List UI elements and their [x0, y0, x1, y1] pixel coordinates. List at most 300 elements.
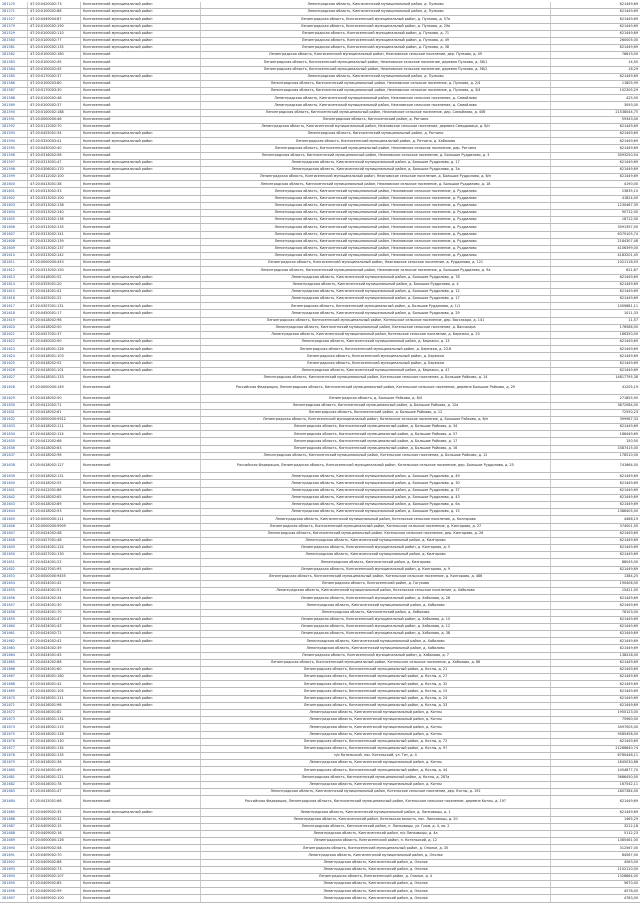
address-cell: Ленинградская область, Кингисеппский муниципальный район, д. Бережки	[200, 353, 550, 359]
cadastral-number: 47:20:0416001:96	[27, 703, 80, 709]
row-id: 281587	[2, 88, 15, 93]
cadastral-number: 47:20:0000000:126	[27, 838, 80, 844]
address-cell: Ленинградская область, Кингисеппский район, п/о Липковицы, д. 4а	[200, 831, 550, 837]
address-cell: Ленинградская область, Кингисеппский муниципальный район, д. Котлы, д. 33	[200, 703, 550, 709]
amount-cell: 14,50	[550, 59, 640, 65]
row-id: 281601	[2, 188, 15, 193]
cadastral-number: 47:20:0000000:9912	[27, 417, 80, 423]
cadastral-number: 47:20:0418002:92	[27, 361, 80, 367]
address-cell: Ленинградская область, Кингисеппский муниципальный район, д. Большое Райково, д. 17	[200, 438, 550, 444]
cadastral-number: 47:20:0000000:149	[27, 382, 80, 394]
address-cell: Ленинградская область, Кингисеппский муниципальный район, Нежновское сельское поселение, д. Руддилово	[200, 217, 550, 223]
address-cell: Ленинградская область, Кингисеппский район, д. Килгорово	[200, 559, 550, 565]
district-name: Кингисеппский муниципальный район	[80, 31, 200, 37]
table-row	[0, 181, 640, 188]
district-name: Кингисеппский муниципальный район	[80, 310, 200, 316]
row-id: 281529	[2, 30, 15, 35]
row-id: 281641	[2, 487, 15, 492]
address-cell: Ленинградская область, Кингисеппский муниципальный район, д. Хаболово, д. 12	[200, 624, 550, 630]
amount-cell: 621449,69	[550, 174, 640, 180]
cadastral-number: 47:20:0416001:111	[27, 696, 80, 702]
row-id: 281592	[2, 124, 15, 129]
cadastral-number: 47:20:0313002:135	[27, 224, 80, 230]
district-name: Кингисеппский	[80, 446, 200, 452]
district-name: Кингисеппский	[80, 867, 200, 873]
row-id: 281639	[2, 473, 15, 478]
district-name: Кингисеппский	[80, 895, 200, 901]
table-row	[0, 239, 640, 246]
amount-cell: 621449,69	[550, 624, 640, 630]
row-id: 281688	[2, 831, 15, 836]
address-cell: Ленинградская область, Кингисеппский муниципальный район, д. Большое Руддилово, д. 1/1	[200, 303, 550, 309]
district-name: Кингисеппский	[80, 524, 200, 530]
cadastral-number: 47:20:0424001:30	[27, 602, 80, 608]
cadastral-number: 47:20:0416001:131	[27, 717, 80, 723]
row-id: 281696	[2, 888, 15, 893]
district-name: Кингисеппский муниципальный район	[80, 480, 200, 486]
row-id: 281595	[2, 145, 15, 150]
cadastral-number: 47:20:0424001:43	[27, 624, 80, 630]
address-cell: Ленинградская область, Кингисеппский район, д. Ополье	[200, 860, 550, 866]
address-cell: Ленинградская область, Кингисеппский муниципальный район, д. Котлы, д. 24	[200, 696, 550, 702]
cadastral-number: 47:20:0416001:49	[27, 767, 80, 773]
amount-cell: 741664,00	[550, 460, 640, 472]
amount-cell: 621449,69	[550, 424, 640, 430]
district-name: Кингисеппский муниципальный район	[80, 131, 200, 137]
amount-cell: 621449,69	[550, 602, 640, 608]
table-row	[0, 767, 640, 774]
row-id: 281651	[2, 559, 15, 564]
cadastral-number: 47:20:0412002:66	[27, 438, 80, 444]
table-row	[0, 431, 640, 438]
row-id: 281584	[2, 66, 15, 71]
table-row	[0, 473, 640, 480]
address-cell: Ленинградская область, Кингисеппский район, п. Липковицы, ул. Гром, д. 4, кв. 2	[200, 824, 550, 830]
cadastral-number: 47:20:0409002:70	[27, 852, 80, 858]
district-name: Кингисеппский муниципальный район	[80, 809, 200, 815]
address-cell: Российская Федерация, Ленинградская область, Кингисеппский муниципальный район, Котельское сельское поселение, деревня Котлы, д. 197	[200, 796, 550, 808]
cadastral-number: 47:20:0409002:58	[27, 845, 80, 851]
cadastral-number: 47:20:0416001:180	[27, 674, 80, 680]
address-cell: Ленинградская область, Кингисеппский муниципальный район, д. Котлы, д. 21	[200, 667, 550, 673]
amount-cell: 621449,69	[550, 296, 640, 302]
table-row	[0, 446, 640, 453]
row-id: 281613	[2, 274, 15, 279]
cadastral-number: 47:20:0112002:70	[27, 124, 80, 130]
amount-cell: 621449,69	[550, 275, 640, 281]
row-id: 281626	[2, 368, 15, 373]
row-id: 281677	[2, 746, 15, 751]
district-name: Кингисеппский муниципальный район	[80, 9, 200, 15]
table-row	[0, 531, 640, 538]
address-cell: Ленинградская область, Кингисеппский муниципальный район, д. Котлы	[200, 782, 550, 788]
address-cell: Ленинградская область, Кингисеппский муниципальный район, д. Килгорово, д. 5	[200, 545, 550, 551]
cadastral-number: 47:20:0449004:87	[27, 16, 80, 22]
cadastral-number: 47:20:0100002:190	[27, 24, 80, 30]
table-row	[0, 67, 640, 74]
district-name: Кингисеппский	[80, 724, 200, 730]
row-id: 281683	[2, 789, 15, 794]
district-name: Кингисеппский муниципальный район	[80, 567, 200, 573]
row-id: 281593	[2, 131, 15, 136]
cadastral-number: 47:20:0413001:38	[27, 181, 80, 187]
amount-cell: 4783,00	[550, 895, 640, 901]
district-name: Кингисеппский муниципальный район	[80, 681, 200, 687]
amount-cell: 621449,69	[550, 688, 640, 694]
district-name: Кингисеппский	[80, 253, 200, 259]
cadastral-number: 47:20:0418002:124	[27, 431, 80, 437]
row-id: 281621	[2, 332, 15, 337]
amount-cell: 621449,69	[550, 160, 640, 166]
amount-cell: 5112,23	[550, 831, 640, 837]
table-row	[0, 595, 640, 602]
row-id: 281607	[2, 231, 15, 236]
address-cell: Ленинградская область, Кингисеппский муниципальный район, Нежновское сельское поселение, д. Руддилово	[200, 196, 550, 202]
address-cell: Ленинградская область, Кингисеппский муниципальный район, д. Хаболово, д. 7	[200, 653, 550, 659]
address-cell: Ленинградская область, Кингисеппский район, д. Гогуково	[200, 581, 550, 587]
district-name: Кингисеппский	[80, 174, 200, 180]
amount-cell: 4563,00	[550, 860, 640, 866]
address-cell: Ленинградская область, Кингисеппский муниципальный район, д. Бережки	[200, 361, 550, 367]
table-row	[0, 645, 640, 652]
cadastral-number: 47:20:0418002:55	[27, 480, 80, 486]
cadastral-number: 47:20:0418002:50	[27, 325, 80, 331]
table-row	[0, 117, 640, 124]
table-row	[0, 538, 640, 545]
amount-cell: 178510,00	[550, 453, 640, 459]
address-cell: Ленинградская область, Кингисеппский муниципальный район, Нежновское сельское поселение, д. Руддилово	[200, 203, 550, 209]
row-id: 281589	[2, 102, 15, 107]
district-name: Кингисеппский	[80, 860, 200, 866]
cadastral-number: 47:20:0430002:40	[27, 145, 80, 151]
cadastral-number: 47:20:0100002:77	[27, 38, 80, 44]
address-cell: Ленинградская область, Кингисеппский район, Котельская волость, пос. Липковицы, д. 20	[200, 817, 550, 823]
table-row	[0, 210, 640, 217]
cadastral-number: 47:20:0418001:101	[27, 368, 80, 374]
cadastral-number: 47:20:0307001:131	[27, 303, 80, 309]
amount-cell: 9585458,00	[550, 732, 640, 738]
cadastral-number: 47:20:0424001:42	[27, 581, 80, 587]
row-id: 281605	[2, 217, 15, 222]
district-name: Кингисеппский	[80, 153, 200, 159]
amount-cell: 4190,00	[550, 181, 640, 187]
district-name: Кингисеппский	[80, 739, 200, 745]
row-id: 281610	[2, 253, 15, 258]
table-row	[0, 453, 640, 460]
cadastral-number: 47:20:0100002:45	[27, 59, 80, 65]
district-name: Кингисеппский муниципальный район	[80, 424, 200, 430]
district-name: Кингисеппский	[80, 210, 200, 216]
district-name: Кингисеппский муниципальный район	[80, 431, 200, 437]
table-row	[0, 703, 640, 710]
amount-cell: 102305,29	[550, 88, 640, 94]
row-id: 281645	[2, 516, 15, 521]
amount-cell: 621449,69	[550, 488, 640, 494]
cadastral-number: 47:20:0424001:22	[27, 559, 80, 565]
address-cell: Ленинградская область, Кингисеппский муниципальный район, д. Большое Руддилово, д. 15	[200, 509, 550, 515]
table-row	[0, 588, 640, 595]
cadastral-number: 47:20:0412001:86	[27, 488, 80, 494]
table-row	[0, 95, 640, 102]
amount-cell: 5670,00	[550, 881, 640, 887]
amount-cell: 11805,99	[550, 81, 640, 87]
address-cell: Ленинградская область, Кингисеппский муниципальный район, д. Пулково, д. 29а	[200, 24, 550, 30]
table-row	[0, 552, 640, 559]
district-name: Кингисеппский	[80, 660, 200, 666]
table-row	[0, 574, 640, 581]
row-id: 281658	[2, 609, 15, 614]
district-name: Кингисеппский	[80, 782, 200, 788]
amount-cell: 190406,00	[550, 581, 640, 587]
cadastral-number: 47:20:0412002:71	[27, 403, 80, 409]
row-id: 281586	[2, 81, 15, 86]
amount-cell: 425,00	[550, 95, 640, 101]
address-cell: Ленинградская область, Кингисеппский муниципальный район, д. Килгорово	[200, 552, 550, 558]
row-id: 281609	[2, 246, 15, 251]
cadastral-number: 47:20:0418002:61	[27, 410, 80, 416]
cadastral-number: 47:20:0416001:78	[27, 782, 80, 788]
address-cell: Ленинградская область, Кингисеппский муниципальный район, Нежновское сельское поселение, д. Большое Руддилово, д. 9а	[200, 267, 550, 273]
row-id: 281600	[2, 181, 15, 186]
row-id: 281648	[2, 538, 15, 543]
row-id: 281627	[2, 375, 15, 380]
cadastral-number: 47:20:0409002:15	[27, 824, 80, 830]
amount-cell: 15421,00	[550, 588, 640, 594]
amount-cell: 1845030,88	[550, 760, 640, 766]
amount-cell: 2184307,48	[550, 239, 640, 245]
cadastral-number: 47:20:0427001:48	[27, 538, 80, 544]
amount-cell: 84567,00	[550, 852, 640, 858]
cadastral-number: 47:20:0409002:85	[27, 881, 80, 887]
table-row	[0, 310, 640, 317]
row-id: 281643	[2, 502, 15, 507]
row-id: 281615	[2, 289, 15, 294]
cadastral-number: 47:20:0425001:22	[27, 296, 80, 302]
row-id: 281611	[2, 260, 15, 265]
address-cell: Ленинградская область, Кингисеппский муниципальный район, д. Котлы	[200, 724, 550, 730]
amount-cell: 3666450,00	[550, 775, 640, 781]
cadastral-number: 47:20:0170003:30	[27, 88, 80, 94]
district-name: Кингисеппский	[80, 52, 200, 58]
amount-cell: 621449,69	[550, 480, 640, 486]
row-id: 281581	[2, 45, 15, 50]
table-row	[0, 74, 640, 81]
table-row	[0, 480, 640, 487]
address-cell: Ленинградская область, Кингисеппский муниципальный район, д. Большое Райково, д. 16	[200, 446, 550, 452]
amount-cell: 88045,00	[550, 559, 640, 565]
row-id: 281596	[2, 152, 15, 157]
address-cell: Ленинградская область, Кингисеппский муниципальный район, д. Большое Руддилово, д. 29	[200, 310, 550, 316]
address-cell: п/о Котельский, пос. Котельский, ул. Тит, д. 4	[200, 753, 550, 759]
amount-cell: 621449,69	[550, 502, 640, 508]
cadastral-number: 47:20:0424001:51	[27, 588, 80, 594]
amount-cell: 621449,69	[550, 631, 640, 637]
address-cell: Ленинградская область, Кингисеппский муниципальный район, д. Пулково	[200, 74, 550, 80]
row-id: 281597	[2, 160, 15, 165]
row-id: 281625	[2, 360, 15, 365]
cadastral-number: 47:20:0418002:131	[27, 473, 80, 479]
district-name: Кингисеппский	[80, 203, 200, 209]
amount-cell: 621449,69	[550, 24, 640, 30]
row-id: 281637	[2, 453, 15, 458]
cadastral-number: 47:20:0100002:45	[27, 67, 80, 73]
district-name: Кингисеппский муниципальный район	[80, 674, 200, 680]
table-row	[0, 610, 640, 617]
table-row	[0, 581, 640, 588]
district-name: Кингисеппский муниципальный район	[80, 138, 200, 144]
district-name: Кингисеппский муниципальный район	[80, 545, 200, 551]
address-cell: Ленинградская область, Кингисеппский муниципальный район, д. Пулково	[200, 2, 550, 8]
cadastral-number: 47:20:0418002:65	[27, 495, 80, 501]
table-row	[0, 809, 640, 816]
address-cell: Ленинградская область, Кингисеппский муниципальный район, Котельское сельское поселение, д. Килгорово, д. 27	[200, 524, 550, 530]
row-id: 281682	[2, 781, 15, 786]
district-name: Кингисеппский муниципальный район	[80, 595, 200, 601]
table-row	[0, 895, 640, 902]
table-row	[0, 2, 640, 9]
address-cell: Ленинградская область, Кингисеппский муниципальный район, д. Ополье	[200, 852, 550, 858]
amount-cell: 6379105,74	[550, 232, 640, 238]
table-row	[0, 160, 640, 167]
table-row	[0, 838, 640, 845]
address-cell: Ленинградская область, Кингисеппский муниципальный район, д. Котлы, д. 27	[200, 674, 550, 680]
district-name: Кингисеппский муниципальный район	[80, 2, 200, 8]
table-row	[0, 724, 640, 731]
table-row	[0, 696, 640, 703]
district-name: Кингисеппский	[80, 831, 200, 837]
table-row	[0, 624, 640, 631]
cadastral-number: 47:20:0312002:100	[27, 174, 80, 180]
address-cell: Ленинградская область, Кингисеппский муниципальный район, д. Пулково, д. 57а	[200, 16, 550, 22]
row-id: 281271	[2, 9, 15, 14]
cadastral-number: 47:20:0418001:133	[27, 375, 80, 381]
row-id: 281681	[2, 774, 15, 779]
row-id: 281690	[2, 845, 15, 850]
address-cell: Ленинградская область, Кингисеппский муниципальный район, д. Ополье, д. 35	[200, 845, 550, 851]
address-cell: Ленинградская область, Кингисеппский муниципальный район, Нежновское сельское поселение, д. Руддилово	[200, 253, 550, 259]
address-cell: Ленинградская область, Кингисеппский муниципальный район, д. Котлы, д. 287а	[200, 775, 550, 781]
cadastral-number: 47:20:0418002:127	[27, 460, 80, 472]
row-id: 281606	[2, 224, 15, 229]
row-id: 281642	[2, 495, 15, 500]
district-name: Кингисеппский	[80, 874, 200, 880]
cadastral-number: 47:20:0409002:68	[27, 860, 80, 866]
cadastral-number: 47:20:0416001:105	[27, 688, 80, 694]
table-row	[0, 775, 640, 782]
address-cell: Ленинградская область, Кингисеппский муниципальный район, д. Котлы, д. 32	[200, 681, 550, 687]
cadastral-number: 47:20:0424002:39	[27, 645, 80, 651]
amount-cell: 1021118,93	[550, 260, 640, 266]
table-row	[0, 732, 640, 739]
table-row	[0, 567, 640, 574]
table-row	[0, 424, 640, 431]
row-id: 281676	[2, 738, 15, 743]
amount-cell: 621449,69	[550, 74, 640, 80]
address-cell: Ленинградская область, Кингисеппский муниципальный район, д. Большое Райково, д. 12а	[200, 403, 550, 409]
address-cell: Ленинградская область, Кингисеппский муниципальный район, д. Котлы	[200, 760, 550, 766]
address-cell: Ленинградская область, Кингисеппский район, д. Ратчино	[200, 117, 550, 123]
row-id: 281612	[2, 267, 15, 272]
cadastral-number: 47:20:0325001:20	[27, 282, 80, 288]
address-cell: Ленинградская область, Кингисеппский муниципальный район, Котельское сельское поселение, д. Вассакара	[200, 325, 550, 331]
cadastral-number: 47:20:0416001:134	[27, 746, 80, 752]
row-id: 281631	[2, 410, 15, 415]
row-id: 281680	[2, 767, 15, 772]
amount-cell: 1386405,00	[550, 509, 640, 515]
amount-cell: 3091397,00	[550, 224, 640, 230]
cadastral-number: 47:20:0316002:58	[27, 153, 80, 159]
amount-cell: 186449,69	[550, 431, 640, 437]
district-name: Кингисеппский муниципальный район	[80, 289, 200, 295]
amount-cell: 3093250,54	[550, 153, 640, 159]
address-cell: Ленинградская область, Кингисеппский муниципальный район, д. Большое Руддилово, д. 78	[200, 275, 550, 281]
table-row	[0, 124, 640, 131]
cadastral-number: 47:20:0424002:68	[27, 660, 80, 666]
district-name: Кингисеппский	[80, 717, 200, 723]
row-id: 281588	[2, 95, 15, 100]
table-row	[0, 667, 640, 674]
address-cell: Ленинградская область, Кингисеппский район, д. Большое Райково, д. 12	[200, 410, 550, 416]
table-row	[0, 760, 640, 767]
table-row	[0, 88, 640, 95]
amount-cell: 3387415,00	[550, 446, 640, 452]
district-name: Кингисеппский муниципальный район	[80, 45, 200, 51]
district-name: Кингисеппский	[80, 332, 200, 338]
cadastral-number: 47:20:0313002:136	[27, 217, 80, 223]
district-name: Кингисеппский	[80, 775, 200, 781]
row-id: 281659	[2, 617, 15, 622]
table-row	[0, 824, 640, 831]
district-name: Кингисеппский муниципальный район	[80, 688, 200, 694]
cadastral-number: 47:20:0418002:111	[27, 424, 80, 430]
address-cell: Ленинградская область, Кингисеппский муниципальный район, д. Хаболово, д. 38	[200, 631, 550, 637]
table-row	[0, 417, 640, 424]
table-row	[0, 831, 640, 838]
row-id: 281663	[2, 645, 15, 650]
amount-cell: 621,67	[550, 267, 640, 273]
district-name: Кингисеппский муниципальный район	[80, 353, 200, 359]
table-row	[0, 289, 640, 296]
cadastral-number: 47:20:0313002:141	[27, 232, 80, 238]
district-name: Кингисеппский муниципальный район	[80, 38, 200, 44]
table-row	[0, 38, 640, 45]
district-name: Кингисеппский	[80, 181, 200, 187]
table-row	[0, 395, 640, 402]
district-name: Кингисеппский	[80, 746, 200, 752]
amount-cell: 59343,00	[550, 117, 640, 123]
row-id: 281669	[2, 688, 15, 693]
amount-cell: 621449,69	[550, 145, 640, 151]
row-id: 281616	[2, 296, 15, 301]
cadastral-number: 47:20:0450001:17	[27, 310, 80, 316]
address-cell: Ленинградская область, Кингисеппский район, д. Ополье	[200, 888, 550, 894]
district-name: Кингисеппский	[80, 653, 200, 659]
address-cell: Ленинградская область, Кингисеппский муниципальный район, Нежновское сельское поселение, деревня Пулково, д. 58/1	[200, 59, 550, 65]
row-id: 281608	[2, 238, 15, 243]
cadastral-number: 47:20:0100002:37	[27, 102, 80, 108]
address-cell: Ленинградская область, Кингисеппский муниципальный район, д. Пулково, д. 49	[200, 38, 550, 44]
district-name: Кингисеппский	[80, 124, 200, 130]
address-cell: Ленинградская область, Кингисеппский муниципальный район, Нежновское сельское поселение, дер. Самойлово, д. 40б	[200, 110, 550, 116]
cadastral-number: 47:20:0424002:34	[27, 595, 80, 601]
cadastral-number: 47:20:0416001:47	[27, 789, 80, 795]
district-name: Кингисеппский	[80, 610, 200, 616]
cadastral-number: 47:20:0100002:135	[27, 45, 80, 51]
district-name: Кингисеппский	[80, 296, 200, 302]
table-row	[0, 753, 640, 760]
table-row	[0, 382, 640, 395]
table-row	[0, 110, 640, 117]
